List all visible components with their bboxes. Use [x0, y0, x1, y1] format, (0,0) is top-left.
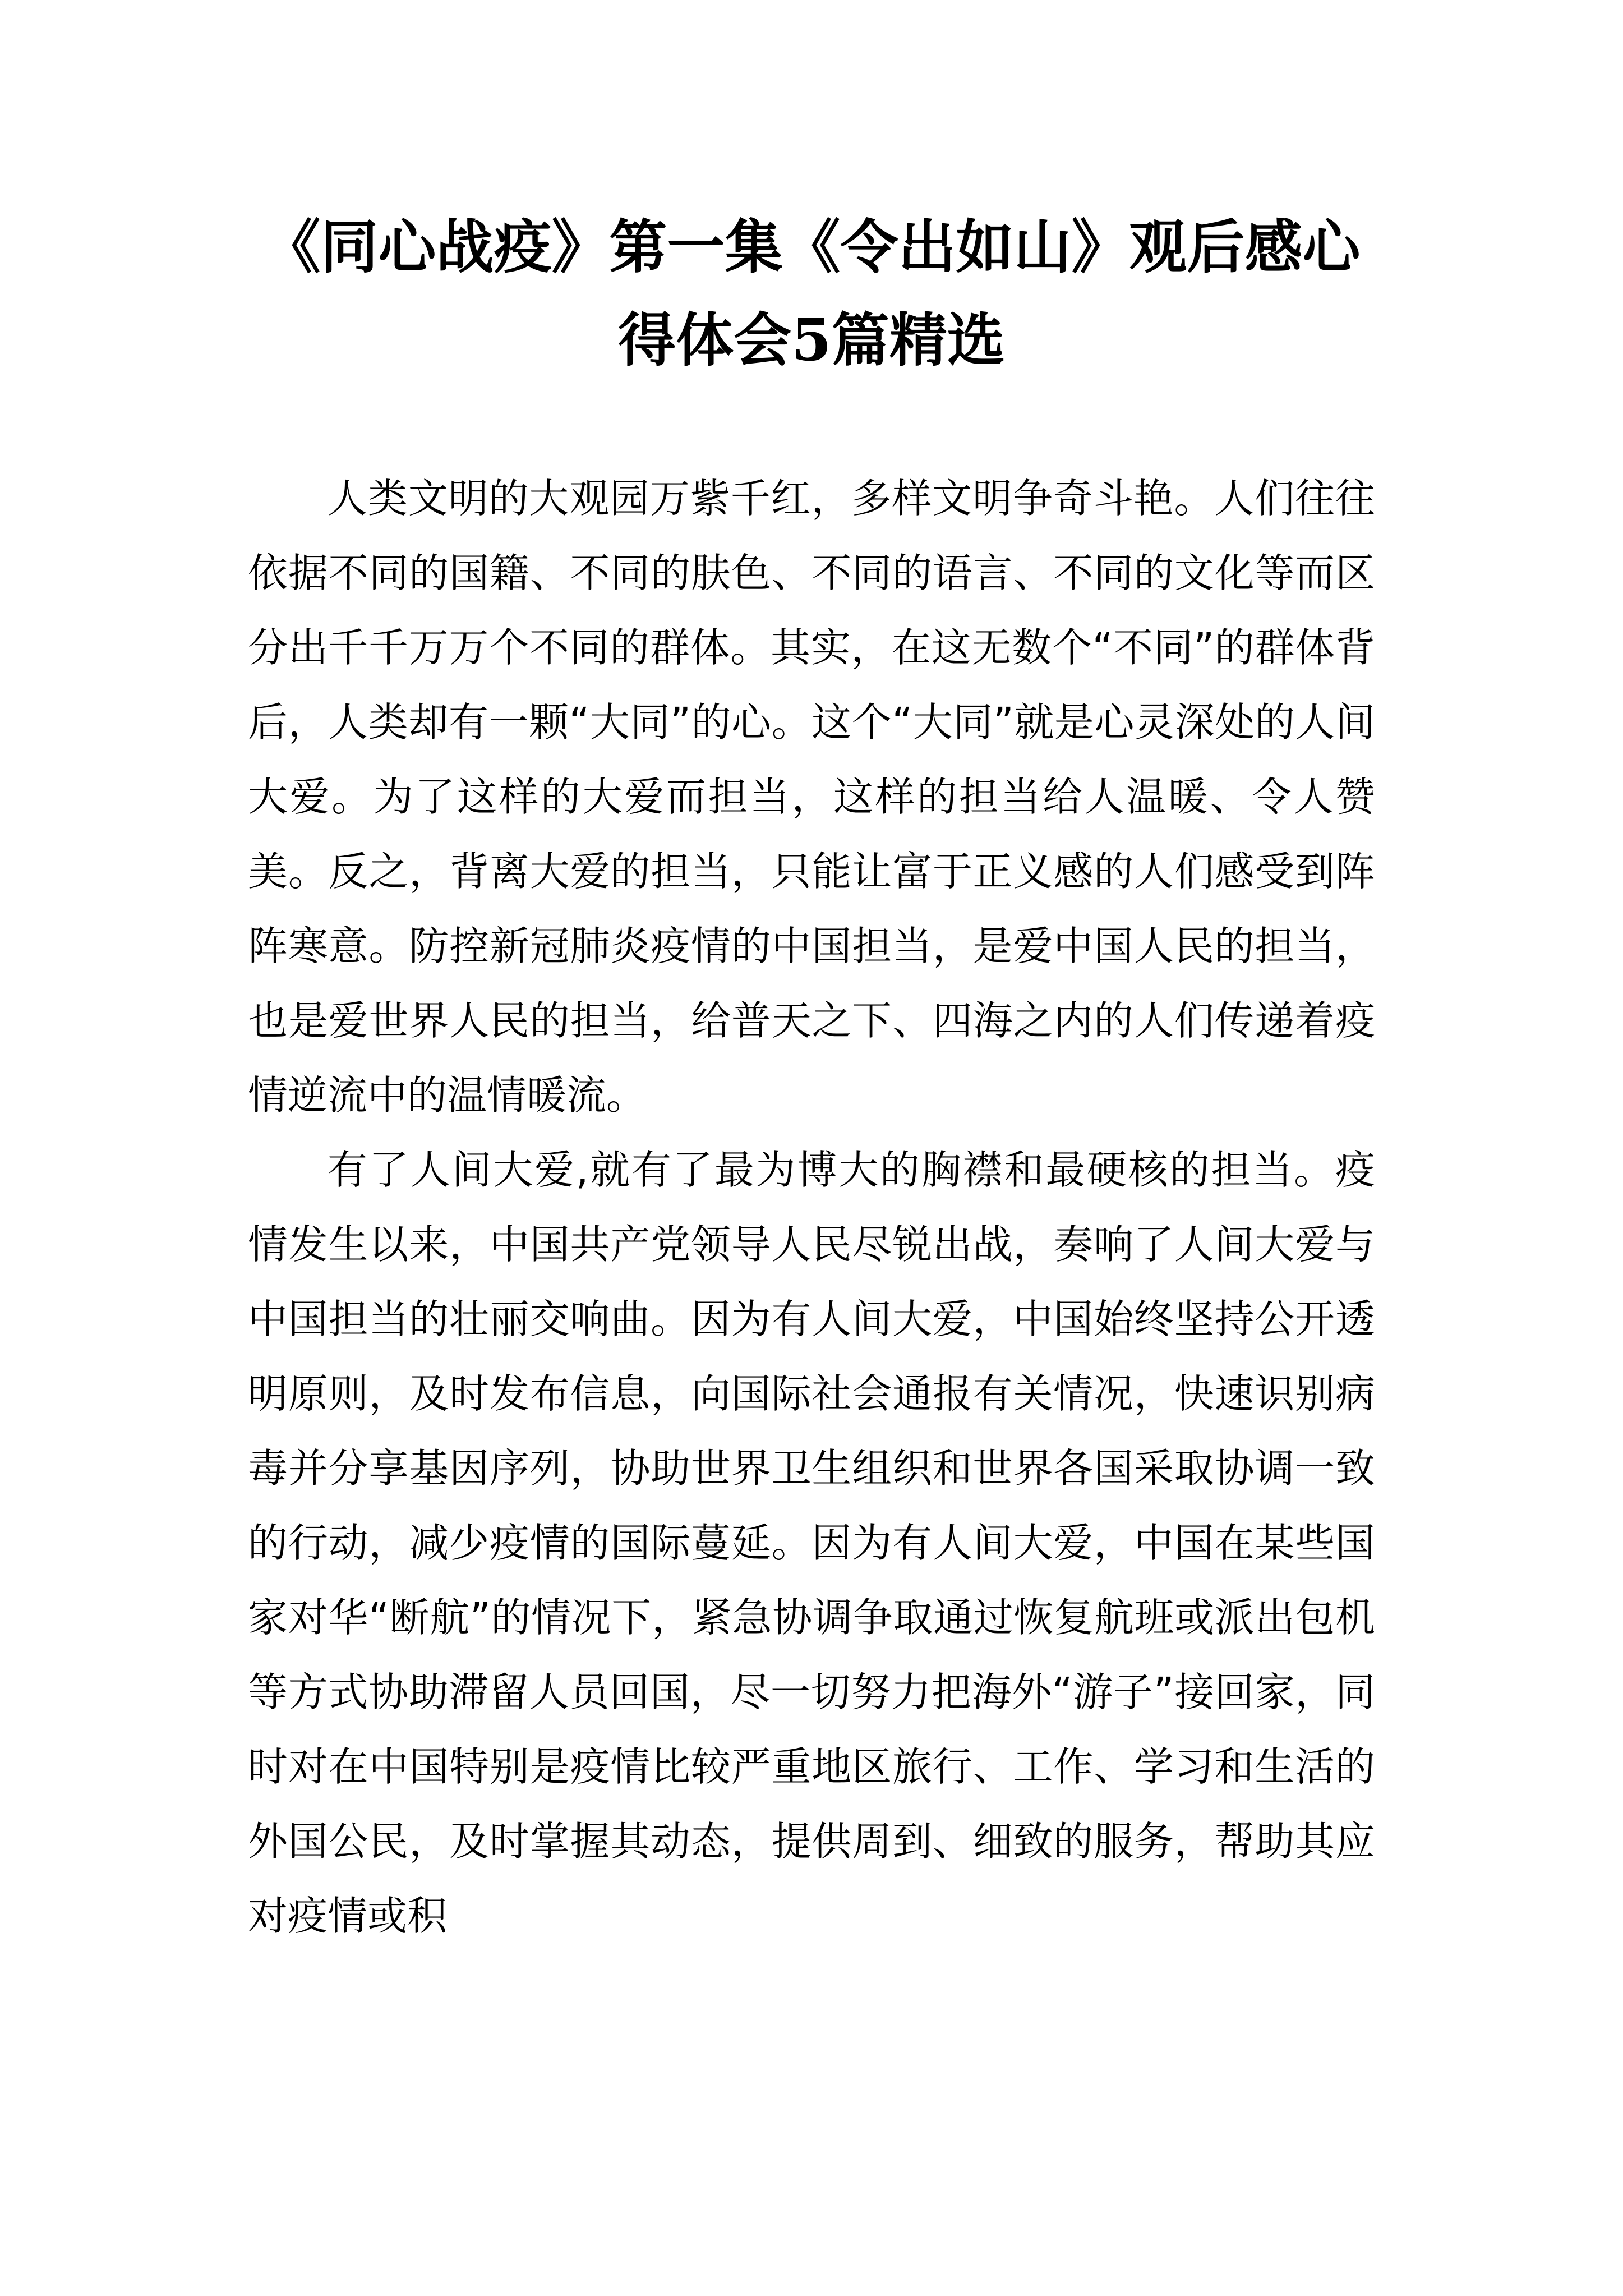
document-title: 《同心战疫》第一集《令出如山》观后感心得体会5篇精选: [262, 213, 1361, 374]
document-body: [248, 461, 1375, 1953]
paragraph: 人类文明的大观园万紫千红，多样文明争奇斗艳。人们往往依据不同的国籍、不同的肤色、不同的语言、不同的文化等而区分出千千万万个不同的群体。其实，在这无数个“不同”的群体背后，人类却有一颗“大同”的心。这个“大同”就是心灵深处的人间大爱。为了这样的大爱而担当，这样的担当给人温暖、令人赞美。反之，背离大爱的担当，只能让富于正义感的人们感受到阵阵寒意。防控新冠肺炎疫情的中国担当，是爱中国人民的担当，也是爱世界人民的担当，给普天之下、四海之内的人们传递着疫情逆流中的温情暖流。: [248, 475, 1375, 1119]
paragraph: 有了人间大爱,就有了最为博大的胸襟和最硬核的担当。疫情发生以来，中国共产党领导人民尽锐出战，奏响了人间大爱与中国担当的壮丽交响曲。因为有人间大爱，中国始终坚持公开透明原则，及时发布信息，向国际社会通报有关情况，快速识别病毒并分享基因序列，协助世界卫生组织和世界各国采取协调一致的行动，减少疫情的国际蔓延。因为有人间大爱，中国在某些国家对华“断航”的情况下，紧急协调争取通过恢复航班或派出包机等方式协助滞留人员回国，尽一切努力把海外“游子”接回家，同时对在中国特别是疫情比较严重地区旅行、工作、学习和生活的外国公民，及时掌握其动态，提供周到、细致的服务，帮助其应对疫情或积: [248, 1147, 1375, 1939]
